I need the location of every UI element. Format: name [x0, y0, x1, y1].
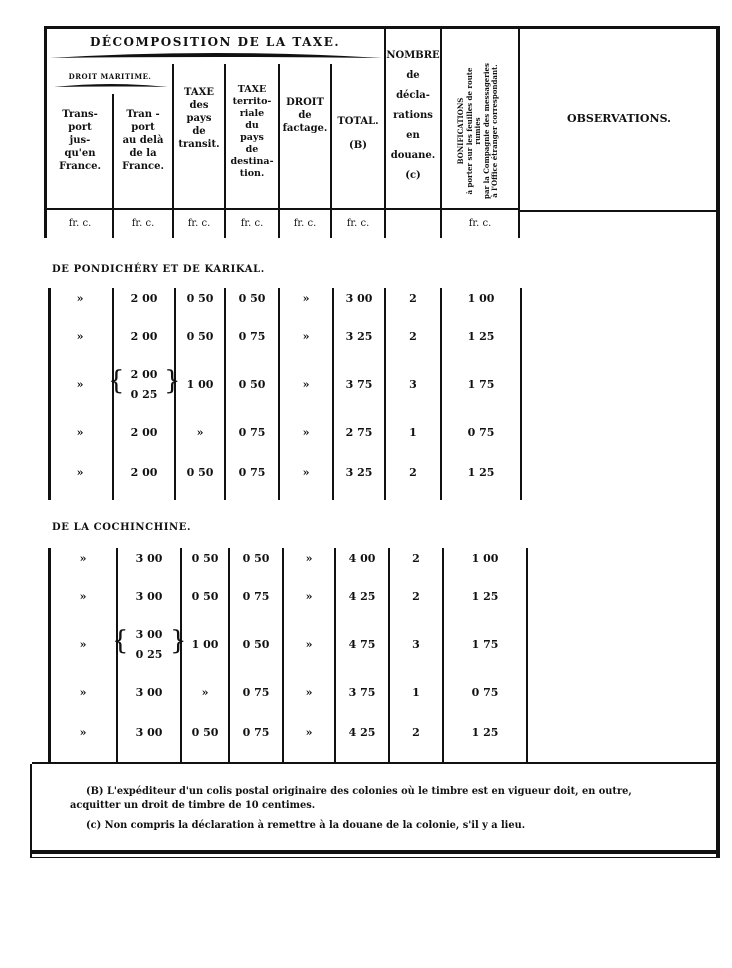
table-cell: » — [201, 686, 209, 699]
table-cell: 1 — [412, 686, 420, 699]
footnote-b-line2: acquitter un droit de timbre de 10 centimes. — [70, 800, 316, 811]
col5-header: DROIT de factage. — [282, 97, 328, 134]
observations-rule — [520, 210, 718, 212]
table-cell: 1 25 — [467, 330, 495, 343]
table-cell: 3 00 — [345, 292, 373, 305]
table-cell: 0 50 — [191, 590, 219, 603]
table-cell: 0 75 — [471, 686, 499, 699]
table-cell: 1 75 — [471, 638, 499, 651]
top-border — [44, 26, 720, 29]
table-cell: » — [302, 426, 310, 439]
table-cell: 0 50 — [186, 292, 214, 305]
col-line — [278, 64, 280, 238]
table-cell: 0 75 — [238, 466, 266, 479]
left-border-header — [44, 26, 47, 238]
table-cell: 3 — [409, 378, 417, 391]
table-cell: 4 25 — [348, 726, 376, 739]
table-cell: 3 25 — [345, 330, 373, 343]
table-cell: » — [305, 552, 313, 565]
table-cell: 0 75 — [242, 590, 270, 603]
table-cell: 1 00 — [471, 552, 499, 565]
table-cell: 3 — [412, 638, 420, 651]
table-cell: » — [79, 638, 87, 651]
table-cell: » — [76, 330, 84, 343]
table-cell: » — [79, 552, 87, 565]
header-bottom-rule — [44, 208, 520, 210]
table-cell: 3 75 — [345, 378, 373, 391]
table-cell: 2 00 — [130, 292, 158, 305]
footnote-rule — [32, 762, 718, 764]
table-cell: 2 — [412, 552, 420, 565]
footnote-b-line1: (B) L'expéditeur d'un colis postal originaire des colonies où le timbre est en vigueur doit, en outre, — [86, 786, 632, 797]
col-line — [440, 28, 442, 238]
unit-col5: fr. c. — [293, 218, 317, 229]
table-cell: » — [305, 638, 313, 651]
table-cell: » — [302, 378, 310, 391]
right-border — [716, 26, 720, 858]
table-cell: 2 — [409, 292, 417, 305]
table-cell: 0 50 — [242, 552, 270, 565]
table-cell: 1 75 — [467, 378, 495, 391]
table-cell: 2 — [412, 726, 420, 739]
table-cell: 2 75 — [345, 426, 373, 439]
left-brace: { — [108, 366, 125, 396]
table-cell: » — [76, 378, 84, 391]
table-cell: 0 25 — [130, 388, 158, 401]
table-cell: 3 00 — [135, 628, 163, 641]
table-cell: 3 00 — [135, 726, 163, 739]
table-cell: » — [76, 292, 84, 305]
table-cell: 0 50 — [242, 638, 270, 651]
table-cell: 0 50 — [191, 552, 219, 565]
table-cell: 0 50 — [238, 378, 266, 391]
table-cell: » — [305, 590, 313, 603]
table-cell: » — [76, 426, 84, 439]
col6-header: TOTAL. (B) — [337, 116, 379, 151]
table-cell: 1 00 — [191, 638, 219, 651]
unit-col4: fr. c. — [240, 218, 264, 229]
col-line — [520, 288, 522, 500]
table-cell: » — [196, 426, 204, 439]
table-cell: 1 25 — [471, 590, 499, 603]
footnote-c: (c) Non compris la déclaration à remettre à la douane de la colonie, s'il y a lieu. — [86, 820, 526, 831]
droit-maritime-swash — [52, 82, 170, 92]
table-cell: 0 75 — [242, 726, 270, 739]
section-title-pondichery: DE PONDICHÉRY ET DE KARIKAL. — [52, 264, 265, 275]
unit-col6: fr. c. — [346, 218, 370, 229]
table-cell: » — [79, 686, 87, 699]
table-cell: 1 — [409, 426, 417, 439]
table-cell: 2 00 — [130, 330, 158, 343]
table-cell: 3 00 — [135, 552, 163, 565]
table-cell: 2 00 — [130, 368, 158, 381]
table-cell: 0 75 — [242, 686, 270, 699]
header-swash — [48, 50, 384, 66]
table-cell: 0 50 — [186, 330, 214, 343]
observations-header: OBSERVATIONS. — [567, 112, 671, 125]
table-cell: 3 00 — [135, 590, 163, 603]
unit-col8: fr. c. — [468, 218, 492, 229]
table-cell: 0 75 — [467, 426, 495, 439]
left-brace: { — [112, 626, 129, 656]
table-cell: 1 25 — [467, 466, 495, 479]
bottom-border — [32, 850, 720, 854]
col-line — [518, 28, 520, 238]
col1-header: Trans- port jus- qu'en France. — [59, 109, 101, 172]
col7-header: NOMBRE de décla- rations en douane. (c) — [386, 50, 440, 181]
table-cell: 2 — [409, 466, 417, 479]
table-cell: 4 25 — [348, 590, 376, 603]
table-cell: » — [305, 686, 313, 699]
table-cell: 2 — [412, 590, 420, 603]
table-cell: 1 25 — [471, 726, 499, 739]
col-line — [526, 548, 528, 762]
col2-header: Tran - port au delà de la France. — [122, 109, 164, 172]
droit-maritime-label: DROIT MARITIME. — [68, 72, 152, 81]
table-cell: 4 75 — [348, 638, 376, 651]
table-cell: 0 50 — [238, 292, 266, 305]
col8-header: BONIFICATIONS à porter sur les feuilles de route rumies par la Compagnie des messageries à l'Office étranger correspondant. — [456, 63, 499, 199]
table-cell: » — [302, 330, 310, 343]
table-cell: 1 00 — [186, 378, 214, 391]
bottom-border-thin — [32, 857, 720, 858]
table-cell: 2 00 — [130, 466, 158, 479]
table-cell: » — [302, 292, 310, 305]
unit-col3: fr. c. — [187, 218, 211, 229]
table-cell: 1 00 — [467, 292, 495, 305]
table-cell: » — [76, 466, 84, 479]
col-line — [30, 764, 32, 858]
section-title-cochinchine: DE LA COCHINCHINE. — [52, 522, 192, 533]
table-cell: 3 00 — [135, 686, 163, 699]
table-cell: 2 — [409, 330, 417, 343]
col3-header: TAXE des pays de transit. — [178, 87, 220, 150]
table-cell: 0 75 — [238, 330, 266, 343]
table-cell: » — [305, 726, 313, 739]
unit-col2: fr. c. — [131, 218, 155, 229]
table-cell: 4 00 — [348, 552, 376, 565]
col4-header: TAXE territo- riale du pays de destina- tion. — [230, 84, 274, 179]
unit-col1: fr. c. — [68, 218, 92, 229]
table-cell: » — [302, 466, 310, 479]
right-brace: } — [164, 366, 181, 396]
table-cell: 0 50 — [191, 726, 219, 739]
table-cell: » — [79, 726, 87, 739]
table-cell: 3 25 — [345, 466, 373, 479]
decomposition-title: DÉCOMPOSITION DE LA TAXE. — [89, 35, 341, 49]
table-cell: 0 75 — [238, 426, 266, 439]
right-brace: } — [170, 626, 187, 656]
table-cell: 0 25 — [135, 648, 163, 661]
table-cell: » — [79, 590, 87, 603]
table-cell: 3 75 — [348, 686, 376, 699]
table-cell: 2 00 — [130, 426, 158, 439]
table-cell: 0 50 — [186, 466, 214, 479]
